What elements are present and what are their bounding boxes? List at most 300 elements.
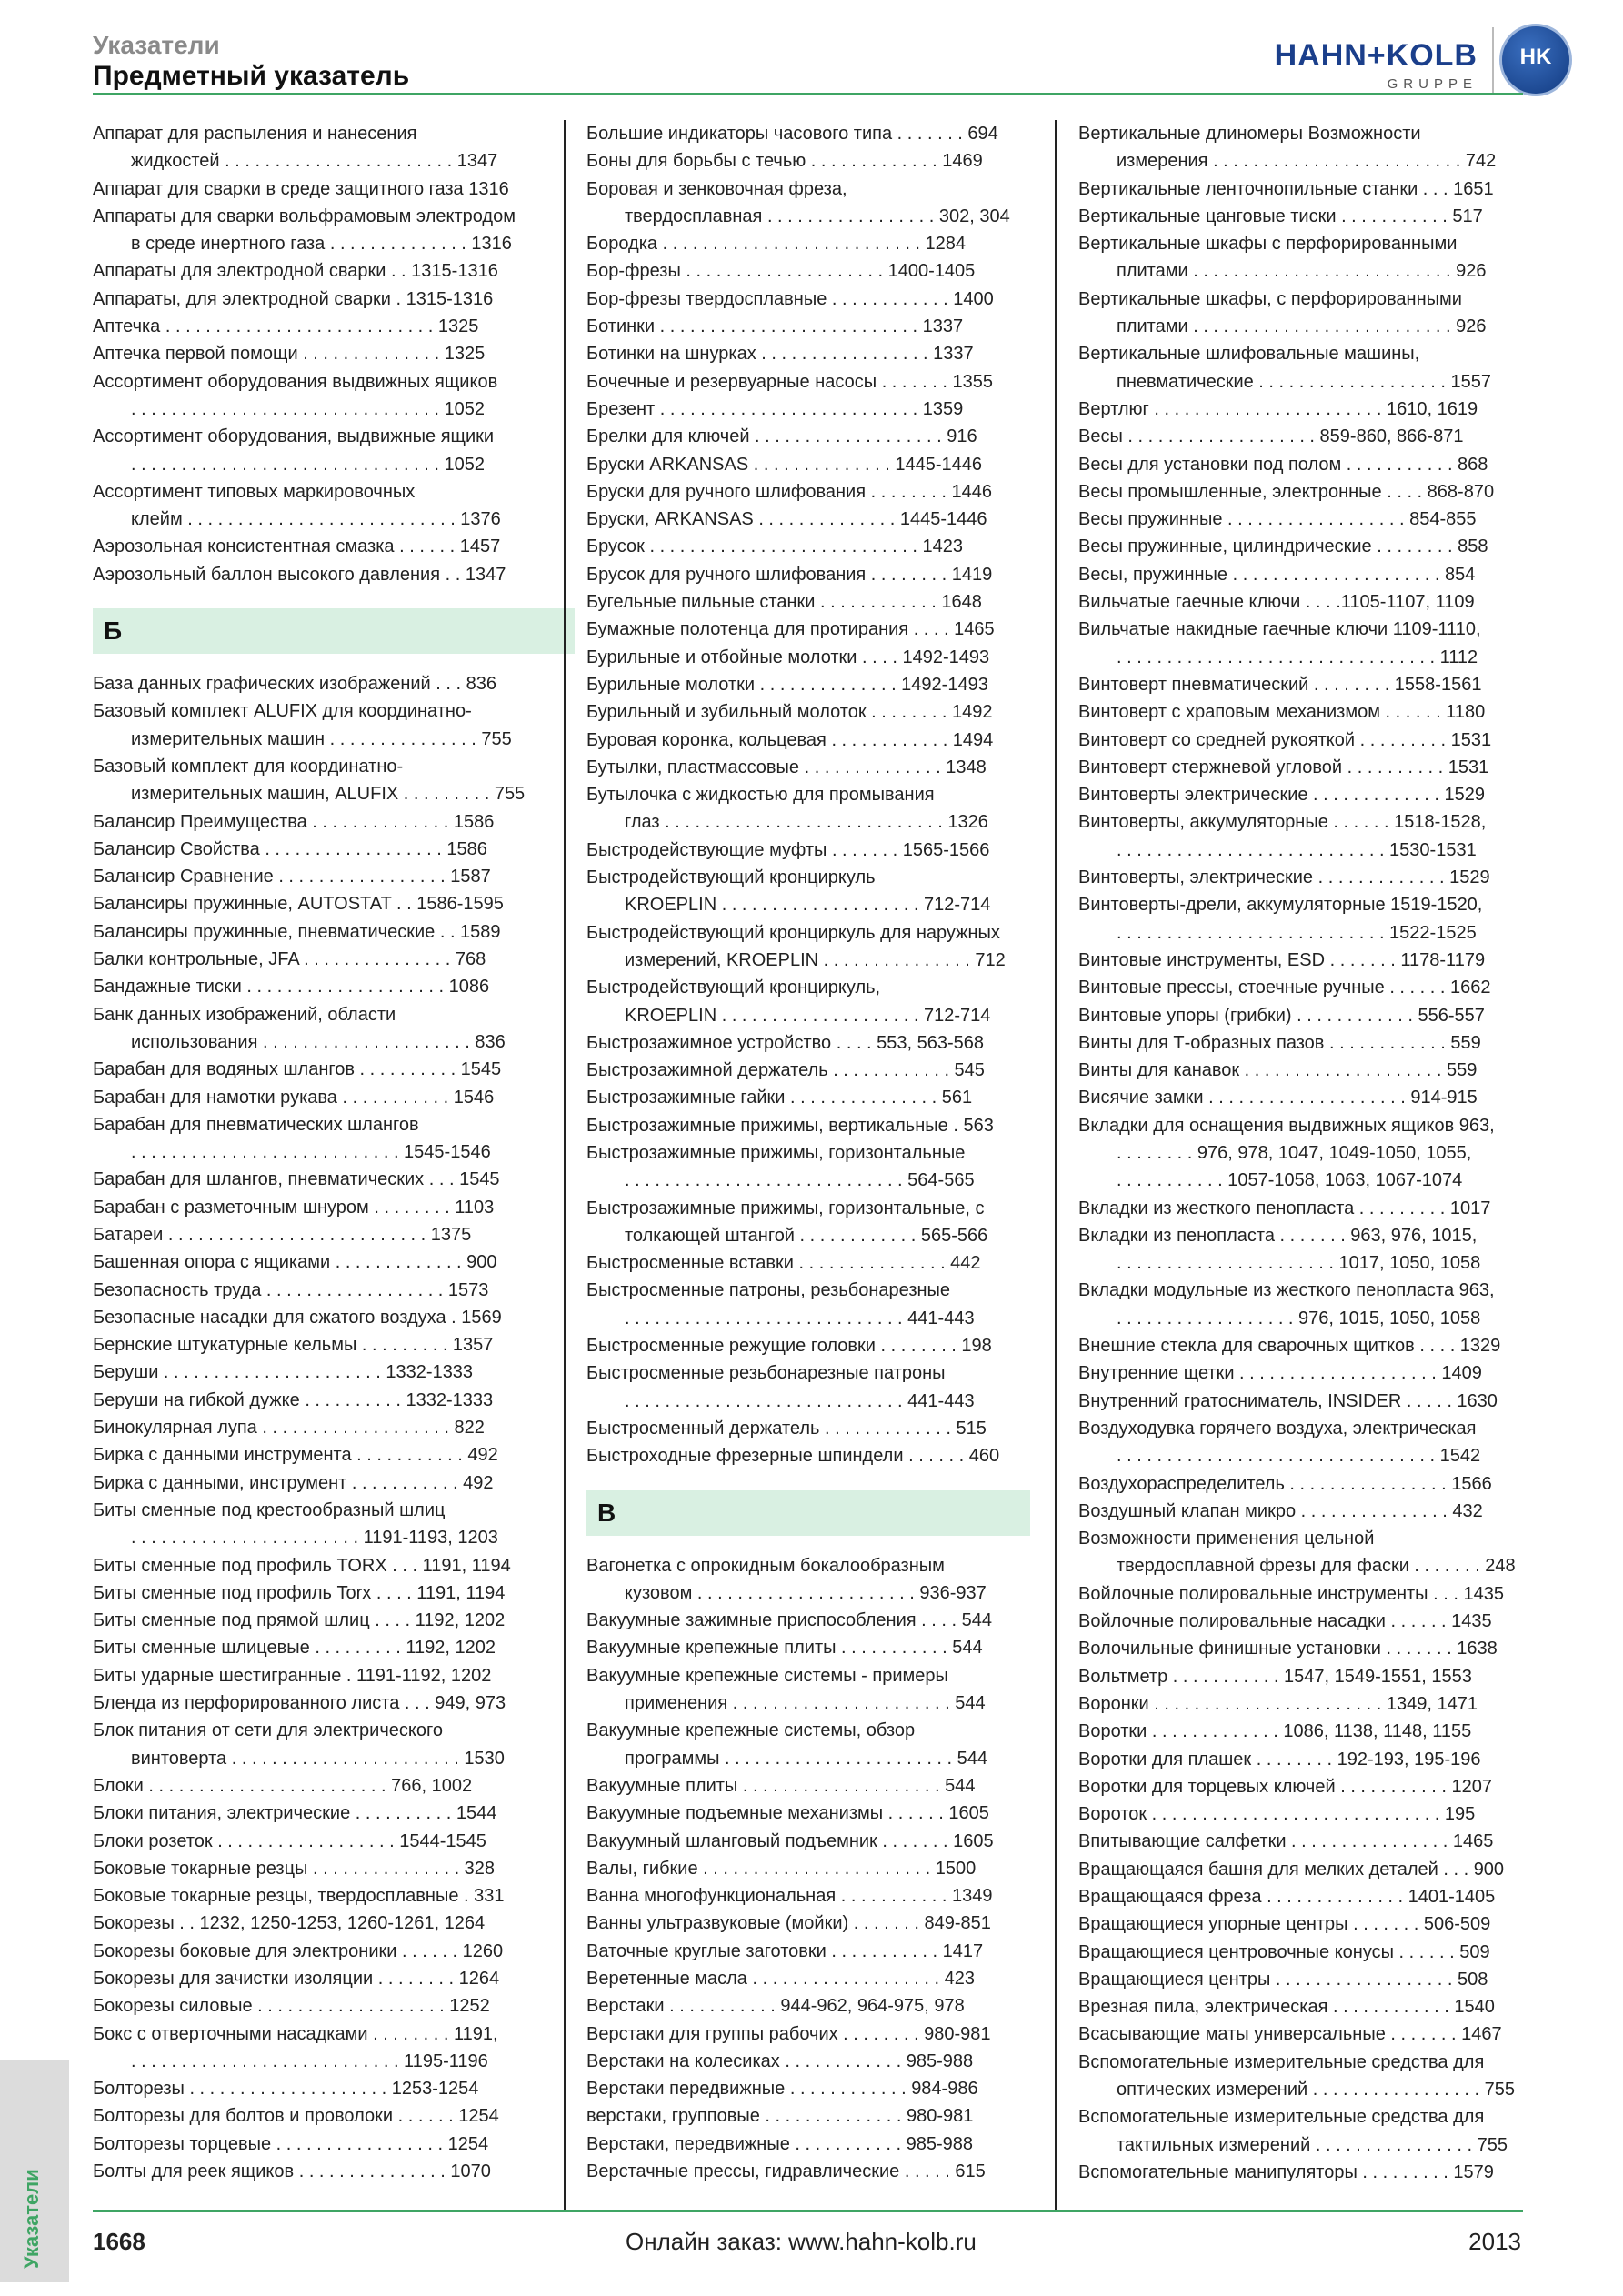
index-entry <box>586 616 1030 643</box>
entry-text: Бор-фрезы . . . . . . . . . . . . . . . . . . . . 1400-1405 <box>586 261 976 282</box>
index-entry <box>1078 1057 1524 1084</box>
entry-text: Брусок для ручного шлифования . . . . . . . . 1419 <box>586 564 993 585</box>
entry-text: Вспомогательные измерительные средства для <box>1078 2107 1485 2128</box>
index-entry <box>93 1965 575 1992</box>
index-entry <box>586 864 1030 919</box>
entry-text: Балансиры пружинные, AUTOSTAT . . 1586-1595 <box>93 894 504 915</box>
entry-text: верстаки, групповые . . . . . . . . . . . . . . 980-981 <box>586 2106 974 2127</box>
column-divider <box>564 120 566 2211</box>
entry-text: Вильчатые накидные гаечные ключи 1109-1110, <box>1078 619 1481 640</box>
index-column-3 <box>1078 120 1524 2186</box>
order-url[interactable]: Онлайн заказ: www.hahn-kolb.ru <box>626 2228 977 2255</box>
entry-text: Быстрозажимные прижимы, горизонтальные, с <box>586 1198 985 1218</box>
index-column-2 <box>586 120 1030 2185</box>
entry-text: Веретенные масла . . . . . . . . . . . . . . . . . . . 423 <box>586 1969 975 1989</box>
page-title: Предметный указатель <box>93 61 410 91</box>
index-entry <box>93 1992 575 2020</box>
index-entry <box>1078 230 1524 286</box>
entry-text: Быстрозажимное устройство . . . . 553, 563-568 <box>586 1032 985 1053</box>
index-entry <box>93 670 575 697</box>
entry-continuation: использования . . . . . . . . . . . . . . . . . . . . . 836 <box>131 1031 506 1052</box>
index-entry <box>93 1304 575 1331</box>
entry-text: База данных графических изображений . . . 836 <box>93 674 496 695</box>
entry-text: Биты сменные под прямой шлиц . . . . 1192, 1202 <box>93 1610 506 1631</box>
index-entry <box>93 2020 575 2076</box>
entry-text: Быстросменные вставки . . . . . . . . . . . . . . . 442 <box>586 1253 981 1274</box>
entry-text: Батареи . . . . . . . . . . . . . . . . . . . . . . . . . . 1375 <box>93 1224 472 1245</box>
index-entry <box>93 1359 575 1386</box>
entry-text: Быстродействующий кронциркуль для наружных <box>586 922 1000 943</box>
entry-text: Ботинки на шнурках . . . . . . . . . . . . . . . . . 1337 <box>586 344 974 365</box>
entry-text: Блоки розеток . . . . . . . . . . . . . . . . . . 1544-1545 <box>93 1830 486 1851</box>
entry-text: Винтовые прессы, стоечные ручные . . . . . . 1662 <box>1078 978 1491 998</box>
entry-text: Беруши . . . . . . . . . . . . . . . . . . . . . . 1332-1333 <box>93 1362 474 1383</box>
entry-text: Быстрозажимной держатель . . . . . . . . . . . . 545 <box>586 1060 985 1081</box>
entry-text: Быстросменные патроны, резьбонарезные <box>586 1280 951 1301</box>
index-entry <box>1078 1195 1524 1222</box>
entry-text: Воротки для торцевых ключей . . . . . . . . . . . 1207 <box>1078 1776 1492 1797</box>
entry-text: Бокс с отверточными насадками . . . . . . . . 1191, <box>93 2023 498 2044</box>
entry-text: Боны для борьбы с течью . . . . . . . . . . . . . 1469 <box>586 151 983 172</box>
entry-continuation: KROEPLIN . . . . . . . . . . . . . . . . . . . . 712-714 <box>625 895 991 916</box>
index-entry <box>586 1772 1030 1800</box>
entry-text: Быстросменный держатель . . . . . . . . . . . . . 515 <box>586 1418 987 1439</box>
brand-logo <box>1272 18 1572 95</box>
index-entry <box>586 1442 1030 1469</box>
entry-text: Винтоверты электрические . . . . . . . . . . . . . 1529 <box>1078 785 1486 806</box>
entry-text: Вертикальные ленточнопильные станки . . . 1651 <box>1078 178 1494 199</box>
index-entry <box>586 727 1030 754</box>
index-entry <box>1078 947 1524 974</box>
entry-text: Аппараты для электродной сварки . . 1315-1316 <box>93 261 498 282</box>
index-entry <box>1078 533 1524 560</box>
index-entry <box>1078 671 1524 698</box>
index-entry <box>1078 1415 1524 1470</box>
index-entry <box>1078 1856 1524 1883</box>
index-entry <box>1078 754 1524 781</box>
entry-continuation: . . . . . . . . . . . . . . . . . . . . . . . . . . . . . . . . 1542 <box>1117 1446 1481 1467</box>
column-divider <box>1055 120 1057 2211</box>
index-entry <box>1078 1746 1524 1773</box>
entry-text: Быстросменные режущие головки . . . . . . . . 198 <box>586 1336 992 1357</box>
entry-text: Верстаки на колесиках . . . . . . . . . . . . 985-988 <box>586 2050 974 2071</box>
index-entry <box>93 423 575 478</box>
section-title: Указатели <box>93 31 220 59</box>
entry-continuation: в среде инертного газа . . . . . . . . . . . . . . 1316 <box>131 234 512 255</box>
index-entry <box>93 918 575 946</box>
index-entry <box>93 1194 575 1221</box>
index-entry <box>93 1579 575 1607</box>
index-entry <box>1078 616 1524 671</box>
entry-text: Аппараты для сварки вольфрамовым электродом <box>93 206 516 226</box>
index-entry <box>586 423 1030 450</box>
index-entry <box>586 919 1030 975</box>
index-entry <box>586 974 1030 1029</box>
index-entry <box>93 1414 575 1441</box>
index-entry <box>93 1056 575 1083</box>
entry-text: Всасывающие маты универсальные . . . . . . . 1467 <box>1078 2024 1502 2045</box>
index-entry <box>1078 1580 1524 1608</box>
entry-text: Верстаки, передвижные . . . . . . . . . . . 985-988 <box>586 2133 974 2154</box>
index-entry <box>1078 340 1524 396</box>
index-entry <box>1078 727 1524 754</box>
entry-text: Валы, гибкие . . . . . . . . . . . . . . . . . . . . . . . 1500 <box>586 1858 977 1879</box>
index-entry <box>586 1910 1030 1937</box>
brand-name: HAHN+KOLB <box>1274 38 1478 73</box>
index-entry <box>93 2131 575 2158</box>
entry-continuation: . . . . . . . . . . . . . . . . . . . . . . . . . . . . 564-565 <box>625 1170 975 1191</box>
index-entry <box>93 1221 575 1248</box>
entry-text: Вакуумные подъемные механизмы . . . . . . 1605 <box>586 1803 989 1824</box>
entry-text: Боровая и зенковочная фреза, <box>586 178 847 199</box>
entry-text: Весы . . . . . . . . . . . . . . . . . . . 859-860, 866-871 <box>1078 426 1464 447</box>
entry-text: Бруски ARKANSAS . . . . . . . . . . . . . . 1445-1446 <box>586 454 982 475</box>
entry-continuation: оптических измерений . . . . . . . . . . . . . . . . . 755 <box>1117 2080 1516 2100</box>
index-entry <box>1078 1718 1524 1745</box>
entry-text: Быстродействующий кронциркуль, <box>586 978 881 998</box>
entry-text: Большие индикаторы часового типа . . . . . . . 694 <box>586 124 998 144</box>
index-entry <box>1078 451 1524 478</box>
entry-text: Бруски для ручного шлифования . . . . . . . . 1446 <box>586 481 993 502</box>
entry-text: Базовый комплект для координатно- <box>93 756 404 777</box>
entry-continuation: плитами . . . . . . . . . . . . . . . . . . . . . . . . . . 926 <box>1117 316 1487 337</box>
entry-text: Ванны ультразвуковые (мойки) . . . . . . . 849-851 <box>586 1913 991 1934</box>
entry-continuation: пневматические . . . . . . . . . . . . . . . . . . . 1557 <box>1117 371 1491 392</box>
index-entry <box>586 340 1030 367</box>
index-entry <box>93 1772 575 1800</box>
index-entry <box>1078 1002 1524 1029</box>
index-entry <box>1078 1910 1524 1938</box>
entry-continuation: . . . . . . . . 976, 978, 1047, 1049-1050, 1055, <box>1117 1142 1472 1163</box>
index-entry <box>586 1607 1030 1634</box>
entry-text: Биты ударные шестигранные . 1191-1192, 1202 <box>93 1665 492 1686</box>
entry-text: Бокорезы силовые . . . . . . . . . . . . . . . . . . . 1252 <box>93 1996 490 2017</box>
index-entry <box>93 257 575 285</box>
index-entry <box>1078 1663 1524 1690</box>
entry-text: Воротки для плашек . . . . . . . . 192-193, 195-196 <box>1078 1749 1481 1770</box>
index-entry <box>1078 175 1524 203</box>
index-entry <box>93 1855 575 1882</box>
index-entry <box>93 1689 575 1717</box>
index-entry <box>586 396 1030 423</box>
index-entry <box>1078 2020 1524 2048</box>
entry-text: Биты сменные под профиль Torx . . . . 1191, 1194 <box>93 1582 506 1603</box>
index-entry <box>586 2048 1030 2075</box>
entry-continuation: . . . . . . . . . . . . . . . . . . . . . . . . . . . 1530-1531 <box>1117 839 1477 860</box>
entry-text: Вакуумные зажимные приспособления . . . . 544 <box>586 1610 992 1631</box>
entry-text: Бородка . . . . . . . . . . . . . . . . . . . . . . . . . . 1284 <box>586 234 967 255</box>
entry-text: Блоки питания, электрические . . . . . . . . . . 1544 <box>93 1803 497 1824</box>
entry-text: Вертикальные цанговые тиски . . . . . . . . . . . 517 <box>1078 206 1483 226</box>
index-entry <box>93 946 575 973</box>
index-entry <box>93 203 575 258</box>
entry-text: Весы промышленные, электронные . . . . 868-870 <box>1078 481 1495 502</box>
entry-text: Безопасность труда . . . . . . . . . . . . . . . . . . 1573 <box>93 1279 489 1300</box>
index-entry <box>93 1084 575 1111</box>
index-entry <box>586 1195 1030 1250</box>
entry-text: Верстачные прессы, гидравлические . . . . . 615 <box>586 2161 986 2182</box>
entry-text: Верстаки для группы рабочих . . . . . . . . 980-981 <box>586 2023 991 2044</box>
index-entry <box>586 286 1030 313</box>
entry-text: Безопасные насадки для сжатого воздуха . 1569 <box>93 1307 502 1328</box>
entry-text: Вращающаяся башня для мелких деталей . . . 900 <box>1078 1859 1505 1880</box>
entry-continuation: . . . . . . . . . . . . . . . . . . . . . . 1017, 1050, 1058 <box>1117 1253 1481 1274</box>
entry-continuation: . . . . . . . . . . . 1057-1058, 1063, 1067-1074 <box>1117 1170 1463 1191</box>
entry-text: Винтовые инструменты, ESD . . . . . . . 1178-1179 <box>1078 949 1486 970</box>
index-entry <box>1078 1608 1524 1635</box>
entry-text: Винты для Т-образных пазов . . . . . . . . . . . . 559 <box>1078 1032 1481 1053</box>
entry-text: Вертикальные шкафы, с перфорированными <box>1078 288 1462 309</box>
index-entry <box>93 1828 575 1855</box>
index-entry <box>93 1717 575 1772</box>
entry-text: Вкладки из пенопласта . . . . . . . 963, 976, 1015, <box>1078 1225 1478 1246</box>
entry-text: Бруски, ARKANSAS . . . . . . . . . . . . . . 1445-1446 <box>586 509 987 530</box>
index-entry <box>1078 506 1524 533</box>
entry-continuation: . . . . . . . . . . . . . . . . . . . . . . . . . . . . . . . 1052 <box>131 454 486 475</box>
entry-text: Балки контрольные, JFA . . . . . . . . . . . . . . . 768 <box>93 949 486 970</box>
entry-text: Вращающаяся фреза . . . . . . . . . . . . . . 1401-1405 <box>1078 1887 1496 1907</box>
index-entry <box>1078 891 1524 947</box>
entry-text: Быстросменные резьбонарезные патроны <box>586 1363 946 1384</box>
entry-text: Вращающиеся центры . . . . . . . . . . . . . . . . . . 508 <box>1078 1969 1488 1990</box>
entry-text: Болторезы для болтов и проволоки . . . . . . 1254 <box>93 2106 499 2127</box>
entry-text: Аэрозольная консистентная смазка . . . . . . 1457 <box>93 536 501 557</box>
entry-text: Боковые токарные резцы, твердосплавные . 331 <box>93 1886 505 1907</box>
entry-text: Бандажные тиски . . . . . . . . . . . . . . . . . . . . 1086 <box>93 977 490 998</box>
entry-text: Брезент . . . . . . . . . . . . . . . . . . . . . . . . . . 1359 <box>586 398 964 419</box>
entry-continuation: . . . . . . . . . . . . . . . . . . . . . . . . . . . 1195-1196 <box>131 2050 488 2071</box>
index-entry <box>1078 396 1524 423</box>
index-entry <box>1078 1966 1524 1993</box>
entry-text: Весы для установки под полом . . . . . . . . . . . 868 <box>1078 454 1488 475</box>
entry-text: Бинокулярная лупа . . . . . . . . . . . . . . . . . . . 822 <box>93 1418 485 1439</box>
index-entry <box>586 230 1030 257</box>
entry-text: Винтоверт пневматический . . . . . . . . 1558-1561 <box>1078 674 1482 695</box>
index-entry <box>1078 478 1524 506</box>
index-entry <box>1078 1690 1524 1718</box>
entry-text: Аптечка первой помощи . . . . . . . . . . . . . . 1325 <box>93 344 486 365</box>
entry-text: Вакуумный шланговый подъемник . . . . . . . 1605 <box>586 1830 994 1851</box>
index-entry <box>586 561 1030 588</box>
index-entry <box>586 1855 1030 1882</box>
index-entry <box>1078 286 1524 341</box>
header-rule <box>93 93 1523 95</box>
index-entry <box>1078 698 1524 726</box>
entry-text: Воздухораспределитель . . . . . . . . . . . . . . . . 1566 <box>1078 1473 1492 1494</box>
index-entry <box>1078 1993 1524 2020</box>
entry-text: Болторезы торцевые . . . . . . . . . . . . . . . . . 1254 <box>93 2133 489 2154</box>
index-entry <box>1078 1525 1524 1580</box>
section-letter: Б <box>93 608 575 654</box>
entry-text: Винтоверты, электрические . . . . . . . . . . . . . 1529 <box>1078 867 1490 888</box>
index-entry <box>586 1717 1030 1772</box>
index-entry <box>93 175 575 203</box>
index-entry <box>93 533 575 560</box>
entry-text: Бирка с данными, инструмент . . . . . . . . . . . 492 <box>93 1472 494 1493</box>
entry-text: Винтоверт со средней рукояткой . . . . . . . . . 1531 <box>1078 729 1492 750</box>
index-entry <box>586 1277 1030 1332</box>
index-entry <box>586 451 1030 478</box>
index-entry <box>586 1112 1030 1139</box>
entry-text: Вороток . . . . . . . . . . . . . . . . . . . . . . . . . . . . . 195 <box>1078 1804 1476 1825</box>
entry-text: Верстаки . . . . . . . . . . . 944-962, 964-975, 978 <box>586 1996 965 2017</box>
index-entry <box>93 1387 575 1414</box>
entry-text: Быстродействующий кронциркуль <box>586 867 876 888</box>
entry-text: Базовый комплект ALUFIX для координатно- <box>93 701 472 722</box>
index-entry <box>586 2131 1030 2158</box>
index-entry <box>1078 2049 1524 2104</box>
entry-text: Ваточные круглые заготовки . . . . . . . . . . . 1417 <box>586 1940 984 1961</box>
page-header <box>93 31 409 93</box>
entry-continuation: KROEPLIN . . . . . . . . . . . . . . . . . . . . 712-714 <box>625 1005 991 1026</box>
entry-continuation: . . . . . . . . . . . . . . . . . . . . . . . . . . . . 441-443 <box>625 1390 975 1411</box>
entry-continuation: . . . . . . . . . . . . . . . . . . . . . . . . . . . 1545-1546 <box>131 1142 491 1163</box>
index-entry <box>93 1552 575 1579</box>
index-entry <box>1078 1332 1524 1359</box>
entry-text: Быстроходные фрезерные шпиндели . . . . . . 460 <box>586 1446 1000 1467</box>
entry-text: Бокорезы боковые для электроники . . . . . . 1260 <box>93 1940 504 1961</box>
index-entry <box>586 175 1030 231</box>
entry-text: Бутылки, пластмассовые . . . . . . . . . . . . . . 1348 <box>586 757 987 777</box>
index-entry <box>1078 1222 1524 1278</box>
entry-text: Вкладки модульные из жесткого пенопласта 963, <box>1078 1280 1495 1301</box>
entry-text: Аппараты, для электродной сварки . 1315-1316 <box>93 288 494 309</box>
index-entry <box>93 1882 575 1910</box>
index-entry <box>1078 1498 1524 1525</box>
index-entry <box>586 2020 1030 2048</box>
entry-text: Винтоверты, аккумуляторные . . . . . . 1518-1528, <box>1078 812 1487 833</box>
entry-text: Барабан для шлангов, пневматических . . . 1545 <box>93 1169 500 1190</box>
entry-text: Аппарат для сварки в среде защитного газа 1316 <box>93 178 509 199</box>
index-entry <box>1078 423 1524 450</box>
entry-text: Блок питания от сети для электрического <box>93 1720 443 1741</box>
entry-text: Банк данных изображений, области <box>93 1004 396 1025</box>
entry-text: Вакуумные крепежные системы, обзор <box>586 1720 916 1741</box>
index-entry <box>1078 1388 1524 1415</box>
entry-text: Весы, пружинные . . . . . . . . . . . . . . . . . . . . . 854 <box>1078 564 1476 585</box>
entry-text: Воздушный клапан микро . . . . . . . . . . . . . . . 432 <box>1078 1500 1483 1521</box>
index-entry <box>93 973 575 1000</box>
index-entry <box>93 808 575 836</box>
entry-text: Барабан с разметочным шнуром . . . . . . . . 1103 <box>93 1197 495 1218</box>
entry-text: Балансир Преимущества . . . . . . . . . . . . . . 1586 <box>93 811 495 832</box>
entry-text: Ванна многофункциональная . . . . . . . . . . . 1349 <box>586 1886 993 1907</box>
index-entry <box>93 1111 575 1167</box>
index-entry <box>586 1992 1030 2020</box>
index-entry <box>1078 808 1524 864</box>
entry-text: Впитывающие салфетки . . . . . . . . . . . . . . . . 1465 <box>1078 1831 1494 1852</box>
index-entry <box>586 257 1030 285</box>
index-entry <box>93 1662 575 1689</box>
index-entry <box>586 1552 1030 1608</box>
entry-text: Ассортимент оборудования, выдвижные ящики <box>93 426 495 447</box>
index-entry <box>1078 203 1524 230</box>
entry-text: Врезная пила, электрическая . . . . . . . . . . . . 1540 <box>1078 1997 1495 2018</box>
entry-text: Весы пружинные . . . . . . . . . . . . . . . . . . 854-855 <box>1078 509 1477 530</box>
index-entry <box>586 698 1030 726</box>
index-entry <box>93 753 575 808</box>
footer-rule <box>93 2210 1523 2212</box>
entry-text: Вкладки из жесткого пенопласта . . . . . . . . . 1017 <box>1078 1198 1491 1218</box>
index-entry <box>586 533 1030 560</box>
entry-continuation: программы . . . . . . . . . . . . . . . . . . . . . . . 544 <box>625 1748 988 1769</box>
entry-text: Буровая коронка, кольцевая . . . . . . . . . . . . 1494 <box>586 729 994 750</box>
entry-text: Винтоверты-дрели, аккумуляторные 1519-1520, <box>1078 895 1483 916</box>
entry-continuation: измерений, KROEPLIN . . . . . . . . . . . . . . . 712 <box>625 949 1006 970</box>
entry-text: Болты для реек ящиков . . . . . . . . . . . . . . . 1070 <box>93 2161 491 2182</box>
index-entry <box>1078 1939 1524 1966</box>
index-entry <box>93 890 575 917</box>
entry-text: Бурильные и отбойные молотки . . . . 1492-1493 <box>586 647 990 667</box>
index-entry <box>1078 1883 1524 1910</box>
index-entry <box>1078 561 1524 588</box>
section-letter: В <box>586 1490 1030 1536</box>
entry-text: Вакуумные плиты . . . . . . . . . . . . . . . . . . . . 544 <box>586 1775 976 1796</box>
entry-text: Вертикальные шкафы с перфорированными <box>1078 234 1458 255</box>
index-entry <box>586 2102 1030 2130</box>
index-entry <box>1078 1029 1524 1057</box>
entry-continuation: . . . . . . . . . . . . . . . . . . . . . . . . . . . 1522-1525 <box>1117 922 1477 943</box>
index-entry <box>93 1001 575 1057</box>
index-entry <box>586 1249 1030 1277</box>
index-entry <box>93 2102 575 2130</box>
entry-text: Винты для канавок . . . . . . . . . . . . . . . . . . . . 559 <box>1078 1060 1478 1081</box>
entry-continuation: тактильных измерений . . . . . . . . . . . . . . . . 755 <box>1117 2134 1508 2155</box>
index-entry <box>586 478 1030 506</box>
entry-text: Бокорезы . . 1232, 1250-1253, 1260-1261, 1264 <box>93 1913 486 1934</box>
entry-text: Барабан для намотки рукава . . . . . . . . . . . 1546 <box>93 1087 495 1108</box>
index-entry <box>1078 1084 1524 1111</box>
entry-text: Быстродействующие муфты . . . . . . . 1565-1566 <box>586 839 990 860</box>
entry-continuation: жидкостей . . . . . . . . . . . . . . . . . . . . . . . 1347 <box>131 151 498 172</box>
entry-text: Быстрозажимные гайки . . . . . . . . . . . . . . . 561 <box>586 1088 973 1108</box>
entry-text: Быстрозажимные прижимы, вертикальные . 563 <box>586 1115 994 1136</box>
index-entry <box>1078 1277 1524 1332</box>
entry-continuation: плитами . . . . . . . . . . . . . . . . . . . . . . . . . . 926 <box>1117 261 1487 282</box>
entry-continuation: винтоверта . . . . . . . . . . . . . . . . . . . . . . . 1530 <box>131 1748 505 1769</box>
entry-text: Балансиры пружинные, пневматические . . 1589 <box>93 921 501 942</box>
index-entry <box>93 1497 575 1552</box>
index-entry <box>586 1938 1030 1965</box>
entry-text: Блоки . . . . . . . . . . . . . . . . . . . . . . . . 766, 1002 <box>93 1775 473 1796</box>
index-entry <box>93 1166 575 1193</box>
entry-text: Винтоверт стержневой угловой . . . . . . . . . . 1531 <box>1078 757 1489 777</box>
entry-text: Вакуумные крепежные плиты . . . . . . . . . . . 544 <box>586 1638 983 1659</box>
index-entry <box>93 1634 575 1661</box>
entry-text: Вертикальные шлифовальные машины, <box>1078 344 1420 365</box>
entry-continuation: применения . . . . . . . . . . . . . . . . . . . . . . 544 <box>625 1693 986 1714</box>
index-column-1 <box>93 120 575 2185</box>
index-entry <box>93 2158 575 2185</box>
index-entry <box>586 368 1030 396</box>
year: 2013 <box>1468 2228 1521 2255</box>
entry-text: Верстаки передвижные . . . . . . . . . . . . 984-986 <box>586 2079 978 2100</box>
entry-text: Балансир Сравнение . . . . . . . . . . . . . . . . . 1587 <box>93 867 491 887</box>
index-entry <box>93 697 575 753</box>
entry-text: Вертлюг . . . . . . . . . . . . . . . . . . . . . . . 1610, 1619 <box>1078 398 1478 419</box>
entry-text: Беруши на гибкой дужке . . . . . . . . . . 1332-1333 <box>93 1389 494 1410</box>
entry-text: Барабан для водяных шлангов . . . . . . . . . . 1545 <box>93 1059 502 1080</box>
index-entry <box>93 1248 575 1276</box>
index-entry <box>586 588 1030 616</box>
index-entry <box>93 478 575 534</box>
entry-text: Вакуумные крепежные системы - примеры <box>586 1665 948 1686</box>
entry-continuation: толкающей штангой . . . . . . . . . . . . 565-566 <box>625 1225 988 1246</box>
index-entry <box>1078 1359 1524 1387</box>
side-tab[interactable]: Указатели <box>0 2060 69 2282</box>
entry-text: Биты сменные шлицевые . . . . . . . . . 1192, 1202 <box>93 1638 496 1659</box>
index-entry <box>93 286 575 313</box>
